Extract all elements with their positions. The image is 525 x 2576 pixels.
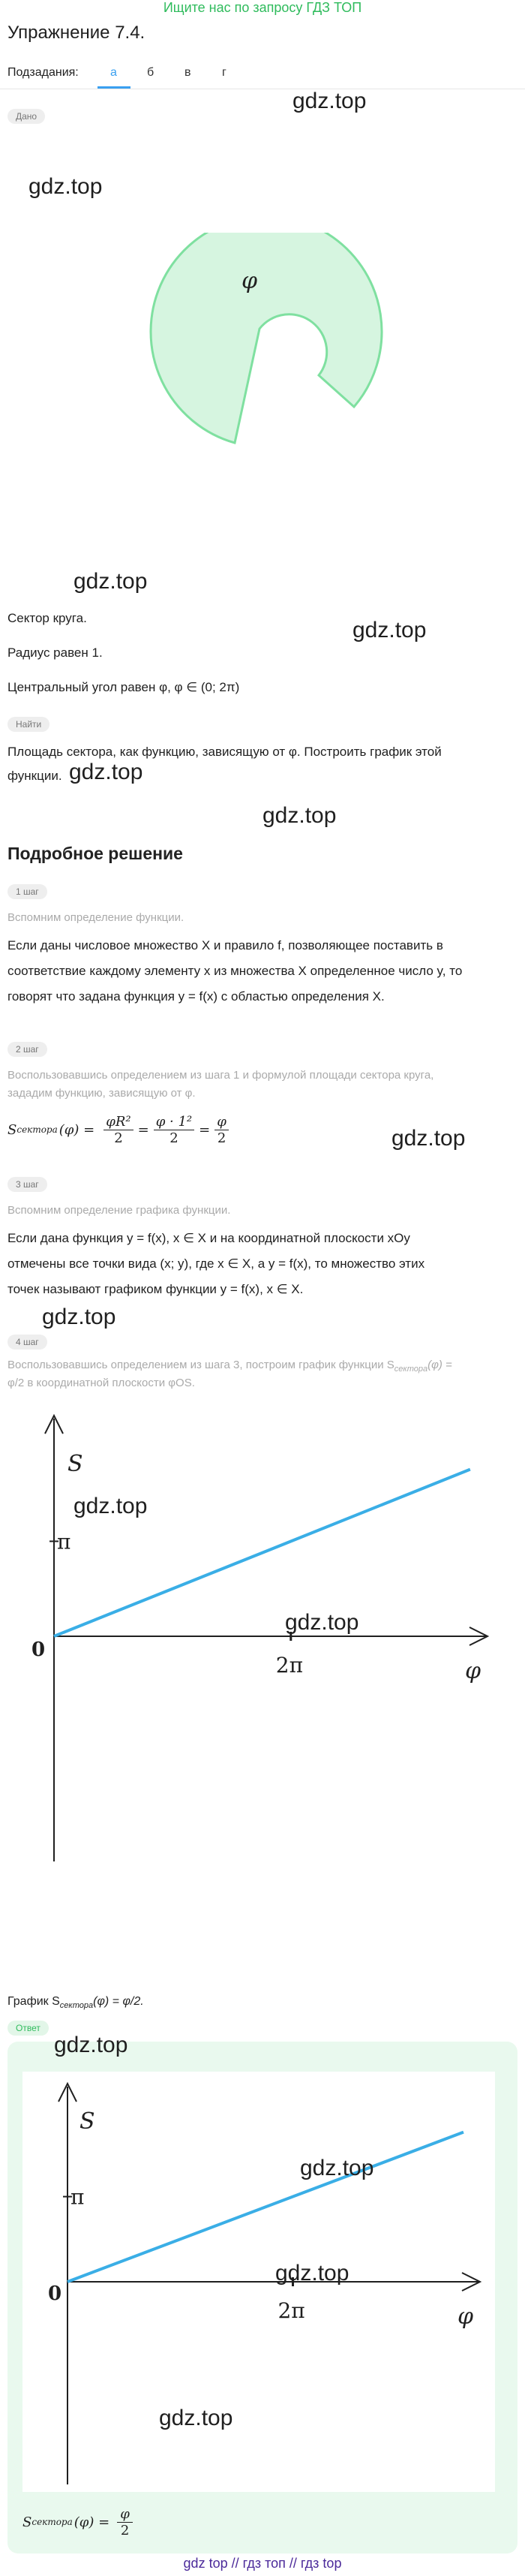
answer-fraction-den: 2 [120, 2522, 130, 2538]
step1-line-1: Если даны числовое множество X и правило f, позволяющее поставить в [8, 938, 443, 952]
tab-g[interactable]: г [222, 66, 226, 79]
caption-prefix: График S [8, 1995, 60, 2008]
fraction-3-den: 2 [217, 1130, 226, 1146]
step4-hint-1-sub: сектора [394, 1365, 428, 1374]
formula-arg: (φ) = [74, 2514, 110, 2530]
step1-hint: Вспомним определение функции. [8, 911, 184, 924]
step3-line-3: точек называют графиком функции y = f(x), x ∈ X. [8, 1282, 304, 1296]
watermark: gdz.top [392, 1126, 466, 1151]
watermark: gdz.top [159, 2406, 233, 2430]
fraction-2-num: φ · 1² [154, 1114, 194, 1130]
series-line [68, 2132, 464, 2282]
origin-label: 0 [48, 2283, 62, 2305]
watermark: gdz.top [285, 1610, 359, 1635]
step4-hint-1-text: Воспользовавшись определением из шага 3, построим график функции S [8, 1359, 394, 1371]
x-tick-label: 2π [275, 1653, 304, 1678]
answer-fraction-num: φ [117, 2506, 133, 2523]
tab-v[interactable]: в [184, 66, 191, 79]
step2-hint-1: Воспользовавшись определением из шага 1 и формулой площади сектора круга, [8, 1069, 434, 1082]
fraction-2 [154, 1114, 194, 1146]
answer-badge: Ответ [8, 2021, 49, 2036]
watermark: gdz.top [54, 2033, 128, 2057]
step1-line-2: соответствие каждому элементу x из множества X определенное число y, то [8, 964, 463, 978]
formula-s: S [22, 2514, 32, 2530]
given-line-3: Центральный угол равен φ, φ ∈ (0; 2π) [8, 680, 240, 694]
formula-sub: сектора [16, 1124, 58, 1135]
subtasks-label: Подзадания: [8, 66, 79, 79]
eq-sign: = [137, 1121, 149, 1138]
tab-a[interactable]: а [110, 66, 117, 79]
y-axis-label: S [80, 2108, 95, 2135]
step4-hint-2: φ/2 в координатной плоскости φOS. [8, 1377, 195, 1389]
y-tick-label: π [70, 2184, 85, 2210]
fraction-1-num: φR² [104, 1114, 133, 1130]
watermark: gdz.top [352, 618, 427, 642]
annular-sector [151, 233, 382, 443]
sector-figure-main [142, 233, 398, 458]
solution-title: Подробное решение [8, 844, 183, 863]
watermark: gdz.top [300, 2156, 374, 2180]
step3-line-2: отмечены все точки вида (x; y), где x ∈ X, а y = f(x), то множество этих [8, 1256, 425, 1271]
given-badge: Дано [8, 109, 45, 124]
step3-hint: Вспомним определение графика функции. [8, 1204, 231, 1217]
watermark: gdz.top [69, 760, 143, 784]
search-banner[interactable]: Ищите нас по запросу ГДЗ ТОП [163, 0, 362, 15]
page-title: Упражнение 7.4. [8, 23, 146, 43]
answer-graph [30, 2079, 488, 2484]
graph-caption [8, 1993, 144, 2015]
formula-sub: сектора [32, 2517, 73, 2527]
step1-badge: 1 шаг [8, 884, 47, 899]
caption-tail: (φ) = φ/2. [93, 1995, 144, 2008]
watermark: gdz.top [74, 1494, 148, 1518]
fraction-3 [214, 1114, 229, 1146]
find-text-1: Площадь сектора, как функцию, зависящую от φ. Построить график этой [8, 745, 442, 759]
fraction-2-den: 2 [170, 1130, 178, 1146]
formula-s: S [8, 1121, 17, 1138]
watermark: gdz.top [292, 89, 367, 113]
watermark: gdz.top [28, 174, 103, 199]
tab-b[interactable]: б [147, 66, 154, 79]
y-tick-label: π [57, 1529, 71, 1554]
watermark: gdz.top [275, 2261, 350, 2286]
answer-formula [22, 2499, 136, 2544]
step1-line-3: говорят что задана функция y = f(x) с областью определения X. [8, 989, 385, 1004]
caption-sub: сектора [59, 2001, 94, 2011]
eq-sign: = [199, 1121, 211, 1138]
x-axis-label: φ [458, 2304, 474, 2330]
fraction-3-num: φ [214, 1114, 229, 1130]
step4-hint-1-tail: (φ) = [428, 1359, 452, 1371]
angle-label: φ [242, 268, 258, 294]
step3-badge: 3 шаг [8, 1177, 47, 1192]
step2-hint-2: зададим функцию, зависящую от φ. [8, 1087, 196, 1100]
fraction-1 [104, 1114, 133, 1146]
fraction-1-den: 2 [114, 1130, 123, 1146]
sector-area-graph [22, 1411, 502, 1876]
given-line-2: Радиус равен 1. [8, 646, 103, 660]
given-line-1: Сектор круга. [8, 611, 87, 625]
formula-arg: (φ) = [58, 1121, 95, 1138]
watermark: gdz.top [42, 1305, 116, 1329]
origin-label: 0 [32, 1639, 46, 1661]
step4-badge: 4 шаг [8, 1335, 47, 1350]
x-tick-label: 2π [278, 2298, 305, 2323]
footer-links[interactable]: gdz top // гдз топ // гдз top [183, 2556, 342, 2571]
find-badge: Найти [8, 717, 50, 732]
watermark: gdz.top [74, 569, 148, 594]
y-axis-label: S [68, 1451, 83, 1477]
answer-fraction [117, 2506, 133, 2538]
step2-badge: 2 шаг [8, 1042, 47, 1057]
find-text-2: функции. [8, 769, 62, 783]
step3-line-1: Если дана функция y = f(x), x ∈ X и на координатной плоскости xOy [8, 1231, 410, 1245]
watermark: gdz.top [262, 803, 337, 828]
x-axis-label: φ [465, 1658, 482, 1684]
step2-formula [8, 1103, 233, 1156]
step4-hint-1 [8, 1357, 452, 1377]
